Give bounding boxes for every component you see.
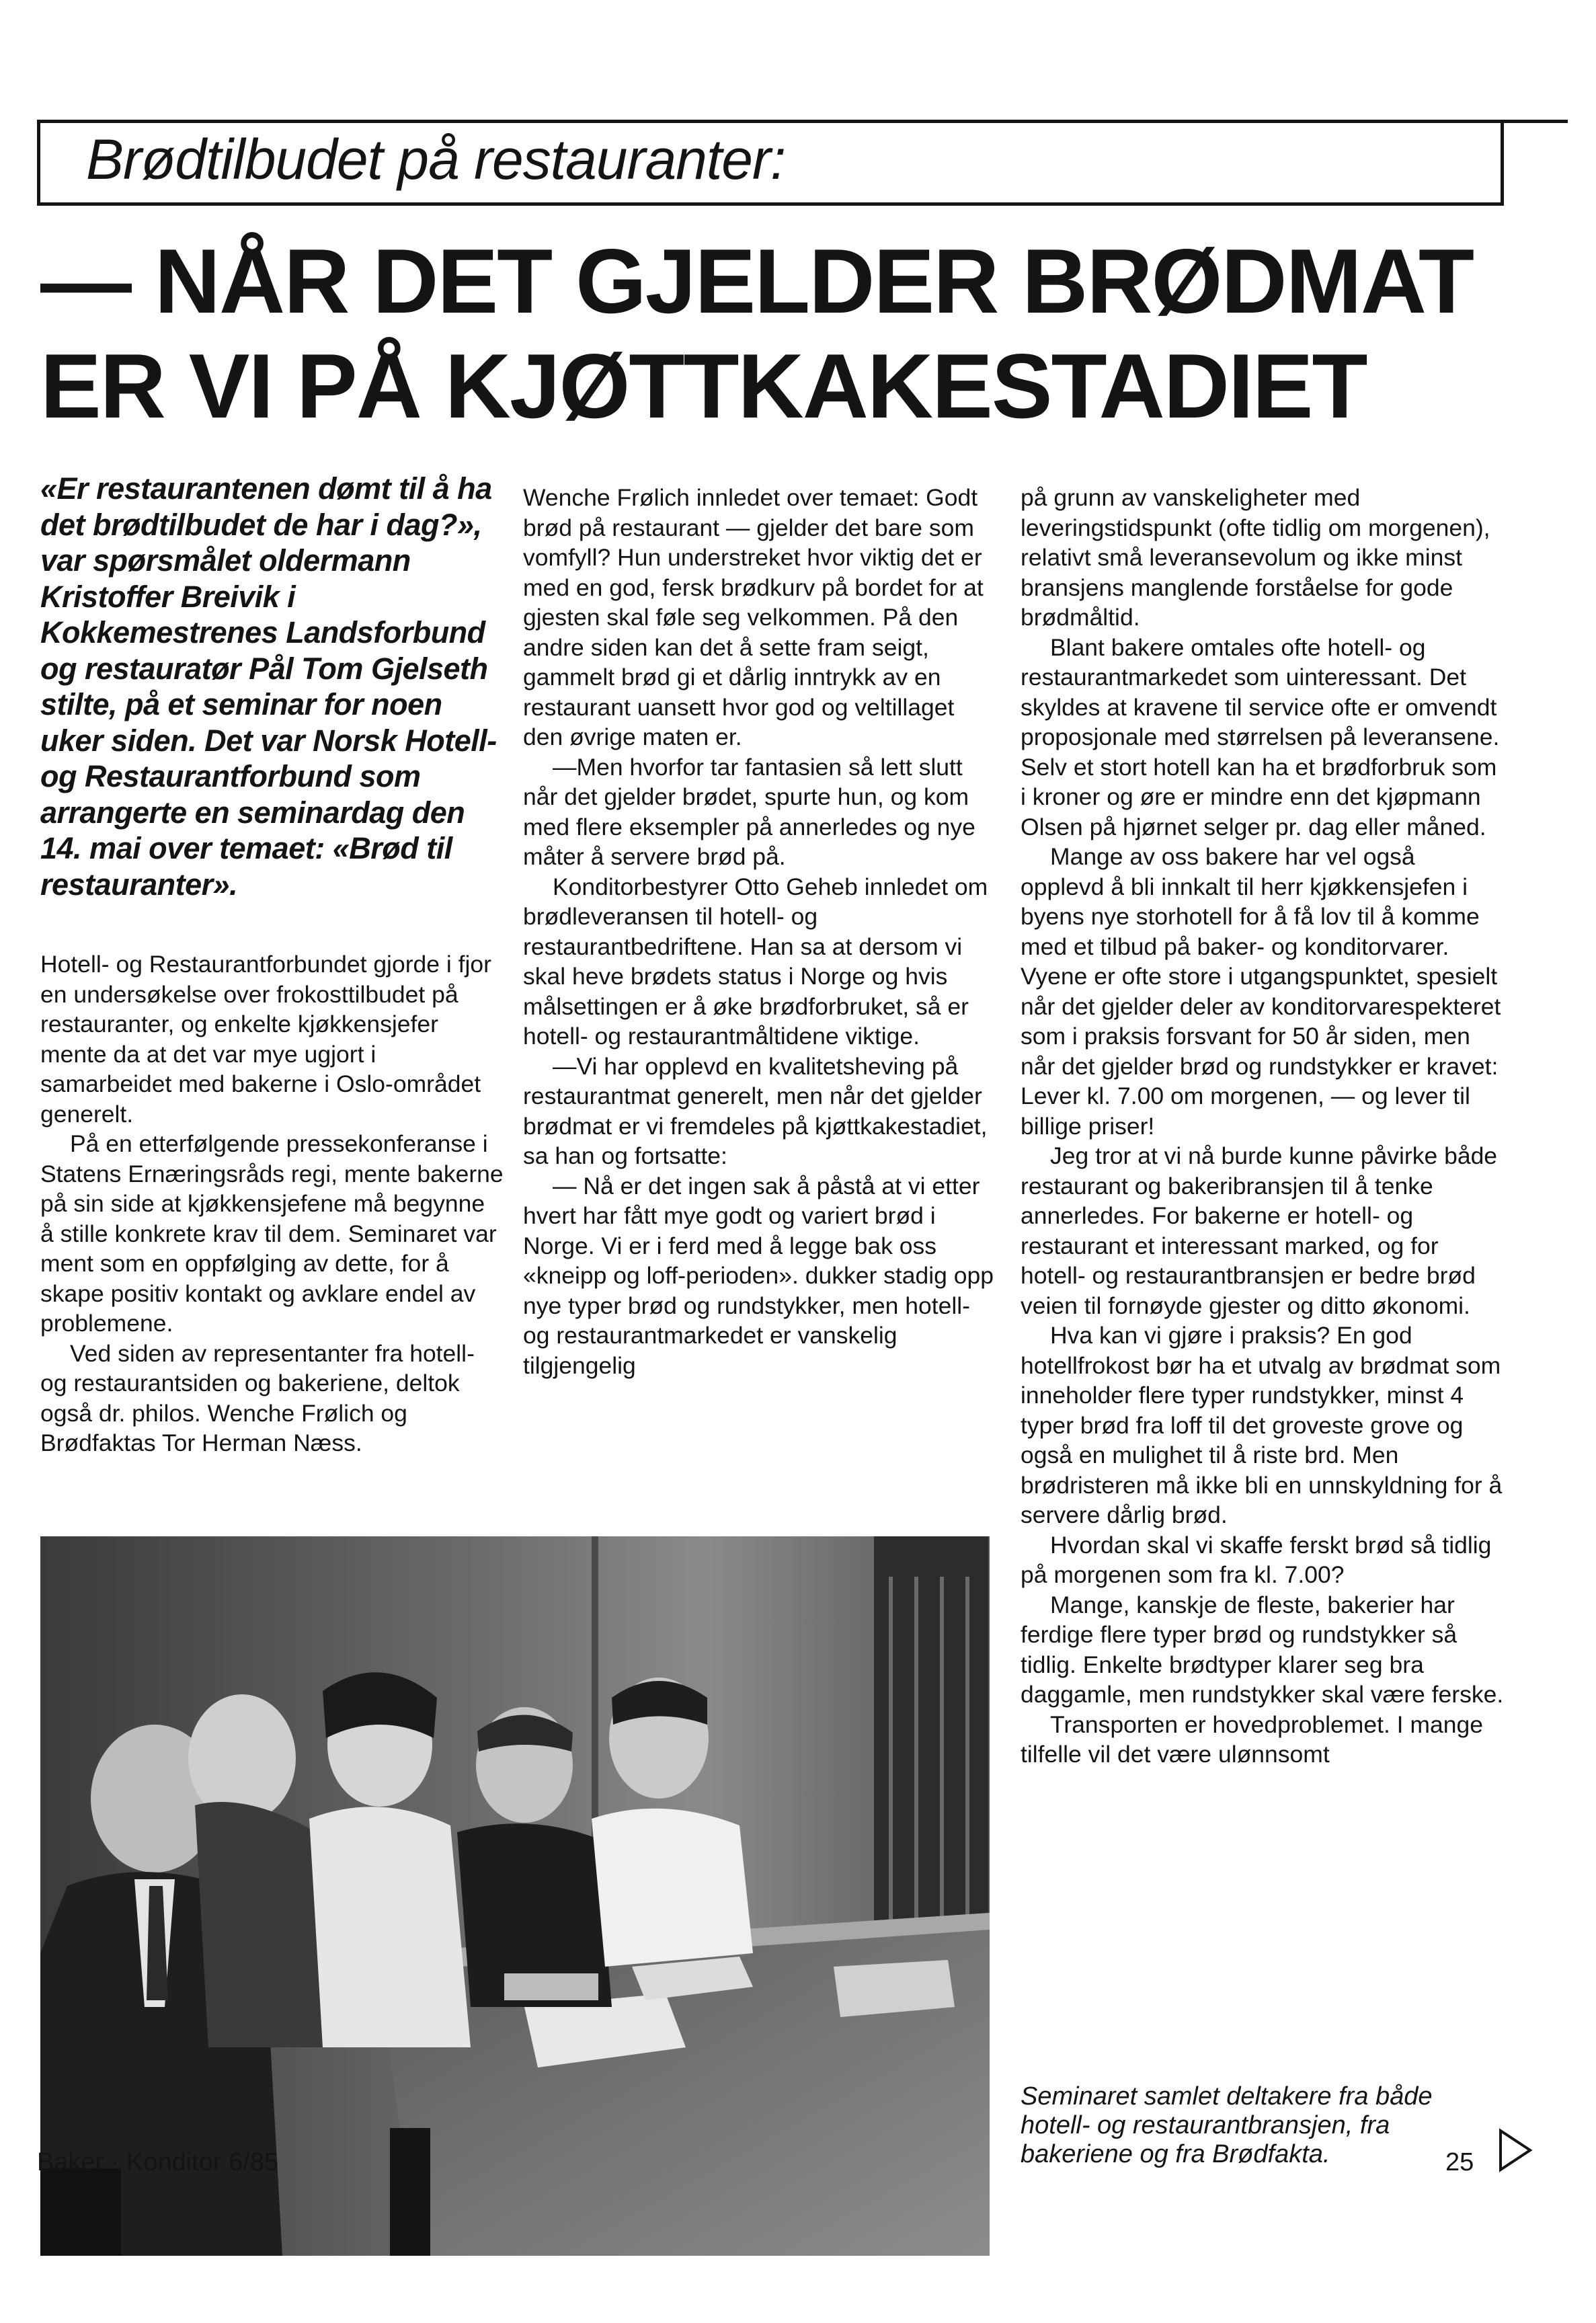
paragraph: Hvordan skal vi skaffe ferskt brød så tidlig på morgenen som fra kl. 7.00? — [1021, 1531, 1492, 1588]
paragraph: Hotell- og Restaurantforbundet gjorde i fjor en undersøkelse over frokosttilbudet på restauranter, og enkelte kjøkkensjefer mente da at det var mye ugjort i samarbeidet med bakerne i Oslo-området generelt. — [40, 951, 491, 1128]
kicker-title: Brødtilbudet på restauranter: — [86, 128, 786, 191]
paragraph: Mange av oss bakere har vel også opplevd å bli innkalt til herr kjøkkensjefen i byens nye storhotell for å få lov til å komme med et tilbud på baker- og konditorvarer. Vyene er ofte store i utgangspunktet, spesielt når det gjelder deler av konditorvarespekteret som i praksis forsvant for 50 år siden, men når det gjelder brød og rundstykker er kravet: Lever kl. 7.00 om morgenen, — og lever til billige priser! — [1021, 843, 1501, 1140]
paragraph: —Men hvorfor tar fantasien så lett slutt når det gjelder brødet, spurte hun, og kom med flere eksempler på annerledes og nye måter å servere brød på. — [523, 753, 975, 870]
lead-paragraph: «Er restaurantenen dømt til å ha det brødtilbudet de har i dag?», var spørsmålet oldermann Kristoffer Breivik i Kokkemestrenes Landsforbund og restauratør Pål Tom Gjelseth stilte, på et seminar for noen uker siden. Det var Norsk Hotell- og Restaurantforbund som arrangerte en seminardag den 14. mai over temaet: «Brød til restauranter». — [40, 471, 497, 902]
photo-caption: Seminaret samlet deltakere fra både hotell- og restaurantbransjen, fra bakeriene og fra Brødfakta. — [1021, 2082, 1433, 2168]
headline — [40, 229, 1560, 438]
paragraph: — Nå er det ingen sak å påstå at vi etter hvert har fått mye godt og variert brød i Norge. Vi er i ferd med å legge bak oss «kneipp og loff-perioden». dukker stadig opp nye typer brød og rundstykker, men hotell- og restaurantmarkedet er vanskelig tilgjengelig — [523, 1172, 994, 1379]
headline-line-2: ER VI PÅ KJØTTKAKESTADIET — [40, 335, 1367, 437]
paragraph: Wenche Frølich innledet over temaet: Godt brød på restaurant — gjelder det bare som vomfyll? Hun understreket hvor viktig det er med en god, fersk brødkurv på bordet for at gjesten skal føle seg velkommen. På den andre siden kan det å sette fram seigt, gammelt brød gi et dårlig inntrykk av en restaurant uansett hvor god og veltillaget den øvrige maten er. — [523, 484, 984, 750]
paragraph: Transporten er hovedproblemet. I mange tilfelle vil det være ulønnsomt — [1021, 1710, 1483, 1768]
paragraph: Hva kan vi gjøre i praksis? En god hotellfrokost bør ha et utvalg av brødmat som inneholder flere typer rundstykker, minst 4 typer brød fra loff til det groveste grove og også en mulighet til å riste brd. Men brødristeren må ikke bli en unnskyldning for å servere dårlig brød. — [1021, 1322, 1503, 1528]
paragraph: Konditorbestyrer Otto Geheb innledet om brødleveransen til hotell- og restaurantbedriftene. Han sa at dersom vi skal heve brødets status i Norge og hvis målsettingen er å øke brødforbruket, så er hotell- og restaurantmåltidene viktige. — [523, 873, 988, 1050]
paragraph: på grunn av vanskeligheter med leveringstidspunkt (ofte tidlig om morgenen), relativt små leveransevolum og ikke minst bransjens manglende forståelse for gode brødmåltid. — [1021, 484, 1490, 631]
paragraph: På en etterfølgende pressekonferanse i Statens Ernæringsråds regi, mente bakerne på sin side at kjøkkensjefene må begynne å stille konkrete krav til dem. Seminaret var ment som en oppfølging av dette, for å skape positiv kontakt og avklare endel av problemene. — [40, 1130, 504, 1337]
paragraph: Blant bakere omtales ofte hotell- og restaurantmarkedet som uinteressant. Det skyldes at kravene til service ofte er omvendt proposjonale med størrelsen på leveransene. Selv et stort hotell kan ha et brødforbruk som i kroner og øre er mindre enn det kjøpmann Olsen på hjørnet selger pr. dag eller måned. — [1021, 633, 1500, 840]
column-1 — [40, 949, 504, 1458]
paragraph: Jeg tror at vi nå burde kunne påvirke både restaurant og bakeribransjen til å tenke annerledes. For bakerne er hotell- og restaurant et interessant marked, og for hotell- og restaurantbransjen er bedre brød veien til fornøyde gjester og ditto økonomi. — [1021, 1142, 1498, 1319]
page-number: 25 — [1445, 2148, 1474, 2176]
paragraph: Mange, kanskje de fleste, bakerier har ferdige flere typer brød og rundstykker så tidlig. Enkelte brødtyper klarer seg bra daggamle, men rundstykker skal være ferske. — [1021, 1591, 1504, 1708]
continue-arrow-icon — [1498, 2128, 1533, 2172]
paragraph: —Vi har opplevd en kvalitetsheving på restaurantmat generelt, men når det gjelder brødmat er vi fremdeles på kjøttkakestadiet, sa han og fortsatte: — [523, 1052, 988, 1169]
column-2 — [523, 483, 994, 1380]
headline-line-1: — NÅR DET GJELDER BRØDMAT — [40, 230, 1474, 332]
publication-footer: Baker · Konditor 6/85 — [37, 2148, 279, 2176]
paragraph: Ved siden av representanter fra hotell- og restaurantsiden og bakeriene, deltok også dr. philos. Wenche Frølich og Brødfaktas Tor Herman Næss. — [40, 1339, 475, 1456]
column-3 — [1021, 483, 1505, 1770]
